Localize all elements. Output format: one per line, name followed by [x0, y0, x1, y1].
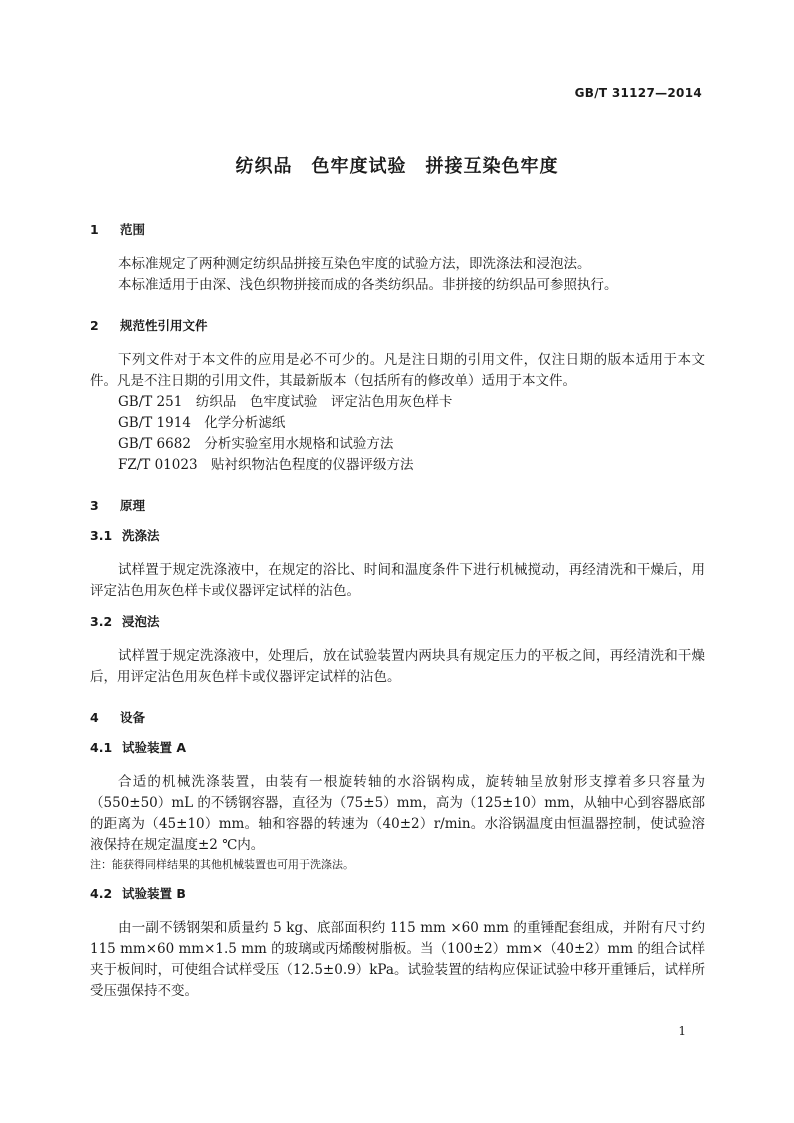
- section-2-normative-references: [90, 316, 705, 476]
- subsection-title: 浸泡法: [122, 614, 160, 629]
- subsection-number: 3.1: [90, 528, 113, 543]
- section-4-apparatus: [90, 708, 705, 1002]
- standard-number: GB/T 31127—2014: [574, 86, 702, 100]
- section-number: 4: [90, 710, 99, 725]
- section-number: 2: [90, 318, 99, 333]
- subsection-4-1-heading: [90, 738, 705, 758]
- subsection-number: 3.2: [90, 614, 113, 629]
- section-3-principle: [90, 496, 705, 688]
- section-2-heading: [90, 316, 705, 336]
- subsection-4-2-heading: [90, 884, 705, 904]
- paragraph: 本标准规定了两种测定纺织品拼接互染色牢度的试验方法，即洗涤法和浸泡法。: [118, 256, 591, 272]
- paragraph: 合适的机械洗涤装置，由装有一根旋转轴的水浴锅构成，旋转轴呈放射形支撑着多只容量为（550±50）mL 的不锈钢容器，直径为（75±5）mm，高为（125±10）mm，从轴中心到容器底部的距离为（45±10）mm。轴和容器的转速为（40±2）r/min。水浴锅温度由恒温器控制，使试验溶液保持在规定温度±2 ℃内。: [90, 774, 705, 853]
- subsection-title: 试验装置 B: [122, 886, 186, 901]
- section-title: 设备: [120, 710, 146, 725]
- section-3-heading: [90, 496, 705, 516]
- note: 注：能获得同样结果的其他机械装置也可用于洗涤法。: [90, 858, 354, 871]
- subsection-number: 4.1: [90, 740, 113, 755]
- section-4-heading: [90, 708, 705, 728]
- section-number: 3: [90, 498, 99, 513]
- section-number: 1: [90, 222, 99, 237]
- reference-item: GB/T 6682 分析实验室用水规格和试验方法: [118, 436, 394, 452]
- subsection-number: 4.2: [90, 886, 113, 901]
- section-1-heading: [90, 220, 705, 240]
- reference-item: GB/T 251 纺织品 色牢度试验 评定沾色用灰色样卡: [118, 394, 453, 410]
- paragraph: 试样置于规定洗涤液中，处理后，放在试验装置内两块具有规定压力的平板之间，再经清洗和干燥后，用评定沾色用灰色样卡或仪器评定试样的沾色。: [90, 648, 705, 685]
- reference-item: GB/T 1914 化学分析滤纸: [118, 415, 286, 431]
- page-number: 1: [678, 1024, 686, 1038]
- paragraph: 试样置于规定洗涤液中，在规定的浴比、时间和温度条件下进行机械搅动，再经清洗和干燥后，用评定沾色用灰色样卡或仪器评定试样的沾色。: [90, 562, 705, 599]
- section-title: 规范性引用文件: [120, 318, 208, 333]
- paragraph: 本标准适用于由深、浅色织物拼接而成的各类纺织品。非拼接的纺织品可参照执行。: [118, 277, 618, 293]
- subsection-title: 洗涤法: [122, 528, 160, 543]
- document-title: 纺织品 色牢度试验 拼接互染色牢度: [235, 156, 559, 177]
- reference-item: FZ/T 01023 贴衬织物沾色程度的仪器评级方法: [118, 457, 414, 473]
- section-title: 范围: [120, 222, 146, 237]
- subsection-3-1-heading: [90, 526, 705, 546]
- paragraph: 由一副不锈钢架和质量约 5 kg、底部面积约 115 mm ×60 mm 的重锤配套组成，并附有尺寸约 115 mm×60 mm×1.5 mm 的玻璃或丙烯酸树脂板。当（100±2）mm×（40±2）mm 的组合试样夹于板间时，可使组合试样受压（12.5±0.9）kPa。试验装置的结构应保证试验中移开重锤后，试样所受压强保持不变。: [90, 920, 705, 999]
- section-title: 原理: [120, 498, 146, 513]
- section-1-scope: [90, 220, 705, 296]
- subsection-3-2-heading: [90, 612, 705, 632]
- subsection-title: 试验装置 A: [122, 740, 187, 755]
- paragraph: 下列文件对于本文件的应用是必不可少的。凡是注日期的引用文件，仅注日期的版本适用于本文件。凡是不注日期的引用文件，其最新版本（包括所有的修改单）适用于本文件。: [90, 352, 705, 389]
- document-body: [90, 220, 705, 1002]
